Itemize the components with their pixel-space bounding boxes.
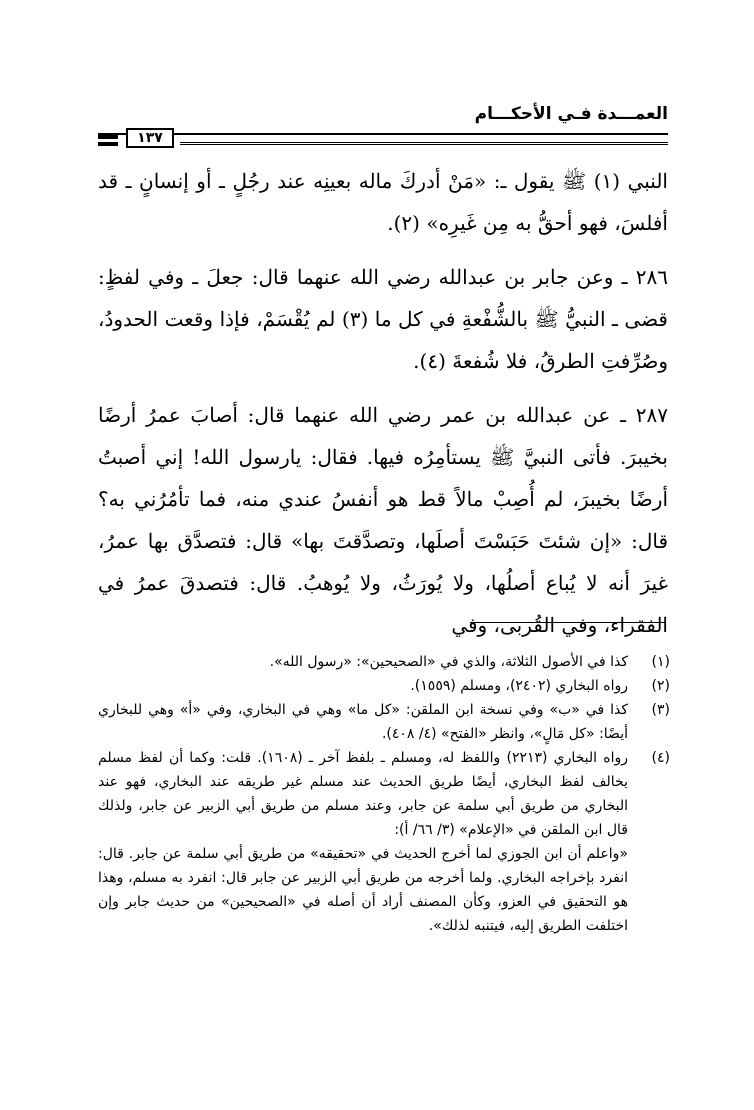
header-rule-top <box>98 133 668 135</box>
running-title: العمـــدة فـي الأحكـــام <box>474 104 668 124</box>
page-header <box>98 98 668 158</box>
header-bar-ornament <box>98 142 118 146</box>
footnote-text: كذا في «ب» وفي نسخة ابن الملقن: «كل ما» وهي في البخاري، وفي «أ» وهي للبخاري أيضًا: «كل مَالٍ»، وانظر «الفتح» (٤/ ٤٠٨). <box>98 702 628 742</box>
main-text <box>98 160 668 646</box>
footnote-number: (٤) <box>651 750 670 766</box>
footnote-text: رواه البخاري (٢٢١٣) واللفظ له، ومسلم ـ بلفظ آخر ـ (١٦٠٨). قلت: وكما أن لفظ مسلم يخالف لفظ البخاري، أيضًا طريق الحديث عند مسلم غير طريقه عند البخاري، فهو عند البخاري من طريق أبي سلمة عن جابر، وعند مسلم من طريق أبي الزبير عن جابر، ولذلك قال ابن الملقن في «الإعلام» (٣/ ٦٦/ أ): <box>98 750 628 838</box>
footnote <box>98 674 670 698</box>
header-rule-bottom <box>180 142 668 145</box>
footnote <box>98 698 670 746</box>
footnote-number: (١) <box>651 654 670 670</box>
footnote-quote: «واعلم أن ابن الجوزي لما أخرج الحديث في «تحقيقه» من طريق أبي سلمة عن جابر. قال: انفرد بإخراجه البخاري. ولما أخرجه من طريق أبي الزبير عن جابر قال: انفرد به مسلم، وهذا هو التحقيق في العزو، وكأن المصنف أراد أن أصله في «الصحيحين» من حديث جابر وإن اختلفت الطريق إليه، فيتنبه لذلك». <box>98 846 628 934</box>
footnotes <box>98 650 670 938</box>
header-bar-ornament <box>98 135 118 139</box>
footnote-number: (٢) <box>651 678 670 694</box>
paragraph: النبي (١) ﷺ يقول ـ: «مَنْ أدركَ ماله بعينِه عند رجُلٍ ـ أو إنسانٍ ـ قد أفلسَ، فهو أحقُّ به مِن غَيرِه» (٢). <box>98 169 668 235</box>
footnote-text: رواه البخاري (٢٤٠٢)، ومسلم (١٥٥٩). <box>410 678 628 694</box>
footnote <box>98 746 670 842</box>
paragraph: ٢٨٧ ـ عن عبدالله بن عمر رضي الله عنهما قال: أصابَ عمرُ أرضًا بخيبرَ. فأتى النبيَّ ﷺ يستأمِرُه فيها. فقال: يارسول الله! إني أصبتُ أرضًا بخيبرَ، لم أُصِبْ مالاً قط هو أنفسُ عندي منه، فما تأمُرُني به؟ قال: «إن شئتَ حَبَسْتَ أصلَها، وتصدَّقتَ بها» قال: فتصدَّق بها عمرُ، غيرَ أنه لا يُباع أصلُها، ولا يُورَثُ، ولا يُوهبُ. قال: فتصدقَ عمرُ في الفقراء، وفي القُربى، وفي <box>98 403 668 637</box>
footnote-number: (٣) <box>651 702 670 718</box>
footnote-text: كذا في الأصول الثلاثة، والذي في «الصحيحين»: «رسول الله». <box>269 654 628 670</box>
page-number: ١٣٧ <box>126 128 174 148</box>
paragraph: ٢٨٦ ـ وعن جابر بن عبدالله رضي الله عنهما قال: جعلَ ـ وفي لفظٍ: قضى ـ النبيُّ ﷺ بالشُّفْعةِ في كل ما (٣) لم يُقْسَمْ، فإذا وقعت الحدودُ، وصُرِّفتِ الطرقُ، فلا شُفعةَ (٤). <box>98 265 668 373</box>
footnote-separator <box>470 622 666 623</box>
footnote <box>98 650 670 674</box>
